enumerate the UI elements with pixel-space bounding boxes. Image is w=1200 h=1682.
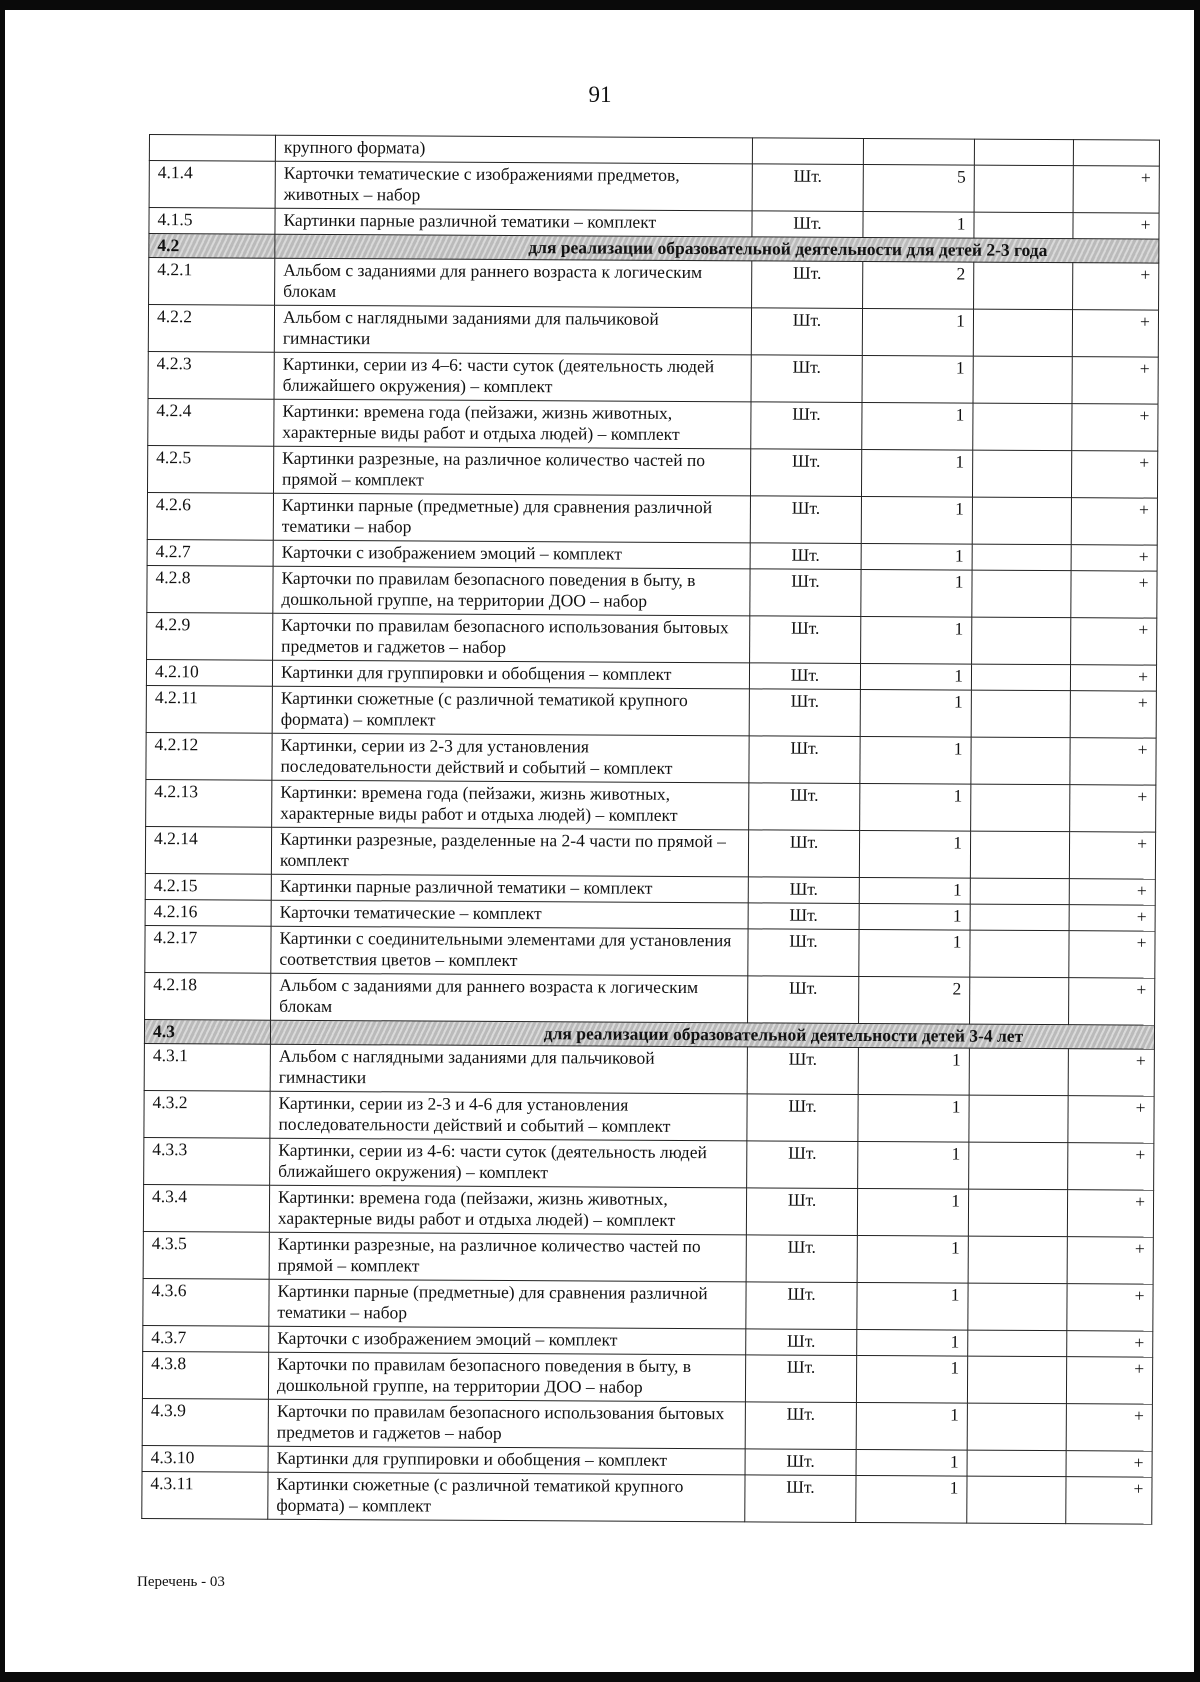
scan-border-bottom [0, 1672, 1200, 1682]
item-unit: Шт. [746, 1282, 857, 1330]
table-row [143, 1278, 1153, 1331]
item-unit: Шт. [748, 830, 859, 878]
table-row [143, 1184, 1153, 1237]
item-quantity: 1 [861, 569, 972, 617]
item-availability-mark: + [1069, 931, 1155, 978]
item-description: Картинки, серии из 2-3 и 4-6 для установления последовательности действий и событий – комплект [270, 1091, 747, 1141]
item-description: Картинки сюжетные (с различной тематикой крупного формата) – комплект [272, 686, 749, 736]
scan-border-top [0, 0, 1200, 10]
item-availability-mark: + [1068, 1096, 1154, 1143]
item-quantity: 1 [861, 543, 972, 570]
item-availability-mark: + [1067, 1190, 1153, 1237]
item-quantity: 1 [861, 616, 972, 664]
item-availability-mark: + [1067, 1237, 1153, 1284]
table-row [142, 1398, 1152, 1451]
table-row [148, 398, 1158, 451]
item-availability-mark: + [1073, 213, 1159, 239]
item-unit: Шт. [747, 1047, 858, 1095]
item-description: Карточки тематические с изображениями предметов, животных – набор [275, 161, 752, 211]
item-description: Картинки разрезные, разделенные на 2-4 части по прямой – комплект [271, 827, 748, 877]
item-empty-cell [968, 1236, 1067, 1284]
item-empty-cell [968, 1189, 1067, 1237]
item-availability-mark: + [1071, 571, 1157, 618]
item-quantity: 1 [859, 903, 970, 930]
item-empty-cell [972, 497, 1071, 545]
item-number: 4.3.9 [142, 1398, 268, 1446]
item-description: Карточки по правилам безопасного использования бытовых предметов и гаджетов – набор [273, 613, 750, 663]
item-description: Картинки парные (предметные) для сравнения различной тематики – набор [273, 493, 750, 543]
item-empty-cell [967, 1476, 1066, 1524]
table-row [147, 492, 1157, 545]
table-row [145, 826, 1155, 879]
item-number: 4.3.6 [143, 1278, 269, 1326]
item-unit: Шт. [745, 1355, 856, 1403]
item-quantity: 1 [858, 1094, 969, 1142]
item-quantity: 1 [856, 1402, 967, 1450]
item-number: 4.2.2 [148, 305, 274, 353]
item-empty-cell [970, 831, 1069, 879]
item-unit: Шт. [749, 663, 860, 690]
item-quantity: 1 [860, 689, 971, 737]
item-availability-mark: + [1066, 1451, 1152, 1477]
item-unit: Шт. [745, 1449, 856, 1476]
item-quantity: 1 [857, 1282, 968, 1330]
item-number: 4.2.18 [145, 972, 271, 1020]
item-availability-mark: + [1071, 451, 1157, 498]
item-empty-cell [974, 165, 1073, 213]
item-availability-mark [1073, 140, 1159, 166]
item-empty-cell [971, 664, 1070, 691]
item-quantity: 1 [862, 355, 973, 403]
item-number: 4.2.15 [145, 873, 271, 900]
item-quantity [863, 138, 974, 165]
item-unit: Шт. [752, 211, 863, 238]
table-row [146, 732, 1156, 785]
scan-border-right [1194, 0, 1200, 1682]
item-number: 4.2.4 [148, 398, 274, 446]
item-empty-cell [971, 737, 1070, 785]
item-quantity: 1 [860, 663, 971, 690]
item-description: Картинки парные различной тематики – комплект [275, 208, 752, 237]
item-number: 4.2.8 [147, 565, 273, 613]
item-quantity: 1 [859, 877, 970, 904]
table-row [142, 1351, 1152, 1404]
item-unit: Шт. [747, 1094, 858, 1142]
item-unit: Шт. [749, 736, 860, 784]
item-unit: Шт. [747, 1141, 858, 1189]
item-availability-mark: + [1071, 545, 1157, 571]
item-availability-mark: + [1066, 1357, 1152, 1404]
item-unit: Шт. [748, 976, 859, 1024]
item-unit: Шт. [750, 449, 861, 497]
item-empty-cell [969, 1048, 1068, 1096]
item-quantity: 1 [858, 1047, 969, 1095]
table-row [149, 258, 1159, 311]
item-number: 4.2.11 [146, 685, 272, 733]
item-number: 4.1.5 [149, 208, 275, 235]
item-availability-mark: + [1066, 1404, 1152, 1451]
item-unit: Шт. [749, 689, 860, 737]
item-quantity: 1 [861, 496, 972, 544]
item-number: 4.3.3 [144, 1137, 270, 1185]
item-availability-mark: + [1070, 785, 1156, 832]
item-description: Картинки парные различной тематики – комплект [271, 874, 748, 903]
item-unit: Шт. [748, 903, 859, 930]
item-unit: Шт. [748, 929, 859, 977]
table-row [147, 612, 1157, 665]
item-empty-cell [968, 1283, 1067, 1331]
item-description: Альбом с наглядными заданиями для пальчиковой гимнастики [274, 305, 751, 355]
item-empty-cell [974, 212, 1073, 239]
item-quantity: 1 [860, 783, 971, 831]
item-empty-cell [970, 904, 1069, 931]
item-empty-cell [967, 1450, 1066, 1477]
document-footer-label: Перечень - 03 [137, 1574, 225, 1590]
item-availability-mark: + [1070, 691, 1156, 738]
item-availability-mark: + [1069, 832, 1155, 879]
item-empty-cell [967, 1403, 1066, 1451]
item-description: Картинки, серии из 4–6: части суток (деятельность людей ближайшего окружения) – комплект [274, 352, 751, 402]
item-number: 4.3.1 [144, 1043, 270, 1091]
item-number: 4.3.2 [144, 1090, 270, 1138]
item-empty-cell [970, 930, 1069, 978]
item-empty-cell [970, 878, 1069, 905]
table-row [146, 685, 1156, 738]
item-unit: Шт. [749, 783, 860, 831]
item-description: крупного формата) [275, 135, 752, 164]
item-quantity: 1 [858, 1141, 969, 1189]
item-quantity: 1 [856, 1355, 967, 1403]
item-unit [752, 138, 863, 165]
item-number: 4.2.5 [147, 445, 273, 493]
item-quantity: 2 [863, 261, 974, 309]
item-quantity: 1 [862, 402, 973, 450]
item-availability-mark: + [1066, 1477, 1152, 1524]
item-description: Карточки с изображением эмоций – комплект [273, 540, 750, 569]
item-availability-mark: + [1069, 905, 1155, 931]
item-quantity: 1 [857, 1329, 968, 1356]
item-number: 4.3.5 [143, 1231, 269, 1279]
item-quantity: 1 [859, 929, 970, 977]
item-description: Картинки для группировки и обобщения – комплект [268, 1446, 745, 1475]
item-quantity: 1 [857, 1235, 968, 1283]
item-number: 4.2.16 [145, 899, 271, 926]
item-unit: Шт. [751, 402, 862, 450]
item-number: 4.2.10 [146, 659, 272, 686]
item-availability-mark: + [1071, 618, 1157, 665]
item-availability-mark: + [1069, 879, 1155, 905]
item-unit: Шт. [751, 355, 862, 403]
item-description: Картинки: времена года (пейзажи, жизнь животных, характерные виды работ и отдыха людей) – комплект [272, 780, 749, 830]
section-number: 4.2 [149, 234, 275, 259]
item-unit: Шт. [746, 1188, 857, 1236]
table-row [146, 779, 1156, 832]
item-description: Картинки: времена года (пейзажи, жизнь животных, характерные виды работ и отдыха людей) – комплект [269, 1185, 746, 1235]
item-unit: Шт. [750, 569, 861, 617]
item-description: Альбом с заданиями для раннего возраста к логическим блокам [271, 973, 748, 1023]
item-quantity: 5 [863, 164, 974, 212]
item-number: 4.2.12 [146, 732, 272, 780]
item-empty-cell [968, 1330, 1067, 1357]
item-unit: Шт. [746, 1329, 857, 1356]
item-description: Картинки: времена года (пейзажи, жизнь животных, характерные виды работ и отдыха людей) – комплект [274, 399, 751, 449]
item-empty-cell [972, 544, 1071, 571]
table-row [145, 925, 1155, 978]
item-availability-mark: + [1072, 357, 1158, 404]
item-number: 4.3.4 [143, 1184, 269, 1232]
item-availability-mark: + [1073, 166, 1159, 213]
item-empty-cell [973, 309, 1072, 357]
section-title: для реализации образовательной деятельности детей 3-4 лет [270, 1020, 1154, 1049]
item-description: Карточки тематические – комплект [271, 900, 748, 929]
item-empty-cell [971, 784, 1070, 832]
item-empty-cell [970, 977, 1069, 1025]
table-row [142, 1471, 1152, 1524]
item-number: 4.2.3 [148, 351, 274, 399]
item-description: Карточки по правилам безопасного поведения в быту, в дошкольной группе, на территории ДОО – набор [273, 566, 750, 616]
item-quantity: 2 [859, 976, 970, 1024]
scan-border-left [0, 0, 5, 1682]
page-number: 91 [588, 82, 612, 107]
item-unit: Шт. [750, 496, 861, 544]
item-number: 4.3.7 [143, 1325, 269, 1352]
item-quantity: 1 [863, 211, 974, 238]
section-title: для реализации образовательной деятельности для детей 2-3 года [275, 234, 1159, 263]
item-description: Альбом с наглядными заданиями для пальчиковой гимнастики [270, 1044, 747, 1094]
item-availability-mark: + [1067, 1331, 1153, 1357]
item-empty-cell [969, 1095, 1068, 1143]
item-description: Карточки по правилам безопасного поведения в быту, в дошкольной группе, на территории ДОО – набор [268, 1352, 745, 1402]
item-description: Картинки, серии из 2-3 для установления последовательности действий и событий – комплект [272, 733, 749, 783]
item-unit: Шт. [752, 164, 863, 212]
item-description: Картинки сюжетные (с различной тематикой крупного формата) – комплект [268, 1472, 745, 1522]
item-number: 4.2.13 [146, 779, 272, 827]
item-number: 4.3.11 [142, 1471, 268, 1519]
table-row [149, 161, 1159, 214]
item-number: 4.3.10 [142, 1445, 268, 1472]
table-row [144, 1043, 1154, 1096]
table-row [148, 351, 1158, 404]
item-number: 4.3.8 [142, 1351, 268, 1399]
item-empty-cell [967, 1356, 1066, 1404]
item-quantity: 1 [859, 830, 970, 878]
item-quantity: 1 [856, 1449, 967, 1476]
item-availability-mark: + [1069, 978, 1155, 1025]
item-description: Карточки по правилам безопасного использования бытовых предметов и гаджетов – набор [268, 1399, 745, 1449]
item-empty-cell [973, 403, 1072, 451]
table-row [144, 1090, 1154, 1143]
item-availability-mark: + [1072, 310, 1158, 357]
item-availability-mark: + [1070, 665, 1156, 691]
item-unit: Шт. [748, 877, 859, 904]
item-unit: Шт. [752, 261, 863, 309]
item-availability-mark: + [1071, 498, 1157, 545]
item-empty-cell [973, 356, 1072, 404]
item-quantity: 1 [856, 1475, 967, 1523]
table-row [148, 305, 1158, 358]
item-empty-cell [969, 1142, 1068, 1190]
table-row [145, 972, 1155, 1025]
item-unit: Шт. [750, 543, 861, 570]
equipment-table [141, 134, 1160, 1525]
item-number: 4.2.7 [147, 539, 273, 566]
item-description: Картинки разрезные, на различное количество частей по прямой – комплект [273, 446, 750, 496]
item-quantity: 1 [862, 308, 973, 356]
item-number: 4.2.1 [149, 258, 275, 306]
item-empty-cell [974, 139, 1073, 166]
item-description: Альбом с заданиями для раннего возраста к логическим блокам [275, 258, 752, 308]
item-empty-cell [972, 450, 1071, 498]
item-number: 4.2.9 [147, 612, 273, 660]
item-availability-mark: + [1072, 404, 1158, 451]
item-number: 4.1.4 [149, 161, 275, 209]
item-description: Картинки, серии из 4-6: части суток (деятельность людей ближайшего окружения) – комплект [270, 1138, 747, 1188]
item-empty-cell [974, 262, 1073, 310]
table-row [143, 1231, 1153, 1284]
item-number [149, 135, 275, 162]
item-description: Карточки с изображением эмоций – комплект [269, 1326, 746, 1355]
item-availability-mark: + [1068, 1143, 1154, 1190]
item-unit: Шт. [750, 616, 861, 664]
item-number: 4.2.6 [147, 492, 273, 540]
item-description: Картинки для группировки и обобщения – комплект [272, 660, 749, 689]
item-empty-cell [972, 570, 1071, 618]
item-description: Картинки парные (предметные) для сравнения различной тематики – набор [269, 1279, 746, 1329]
item-unit: Шт. [751, 308, 862, 356]
table-row [144, 1137, 1154, 1190]
item-availability-mark: + [1068, 1049, 1154, 1096]
table-row [147, 445, 1157, 498]
item-empty-cell [971, 690, 1070, 738]
item-unit: Шт. [745, 1402, 856, 1450]
item-availability-mark: + [1067, 1284, 1153, 1331]
item-empty-cell [972, 617, 1071, 665]
item-quantity: 1 [860, 736, 971, 784]
item-quantity: 1 [861, 449, 972, 497]
table-row [147, 565, 1157, 618]
section-number: 4.3 [144, 1019, 270, 1044]
item-unit: Шт. [746, 1235, 857, 1283]
table-body [142, 135, 1160, 1525]
item-description: Картинки с соединительными элементами для установления соответствия цветов – комплект [271, 926, 748, 976]
item-unit: Шт. [745, 1475, 856, 1523]
item-quantity: 1 [857, 1188, 968, 1236]
item-number: 4.2.14 [145, 826, 271, 874]
item-number: 4.2.17 [145, 925, 271, 973]
item-availability-mark: + [1070, 738, 1156, 785]
item-availability-mark: + [1073, 263, 1159, 310]
item-description: Картинки разрезные, на различное количество частей по прямой – комплект [269, 1232, 746, 1282]
